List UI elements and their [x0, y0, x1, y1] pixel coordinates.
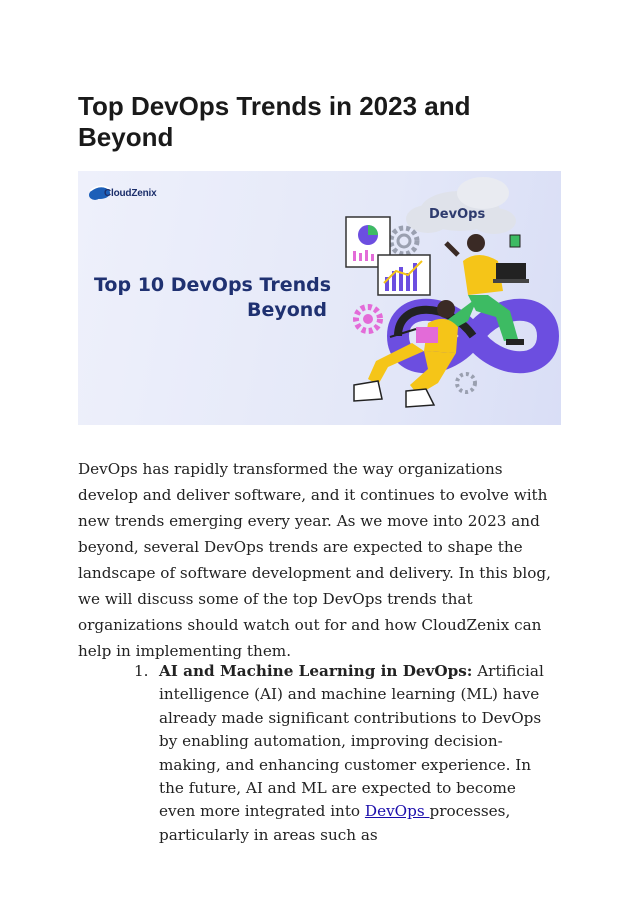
banner-headline-line2: Beyond	[247, 299, 327, 321]
trends-list	[134, 660, 554, 847]
cloud-label: DevOps	[429, 207, 486, 222]
intro-paragraph: DevOps has rapidly transformed the way organizations develop and deliver software, and it continues to evolve with new trends emerging every year. As we move into 2023 and beyond, several DevOps trends are expected to shape the landscape of software development and delivery. In this blog, we will discuss some of the top DevOps trends that organizations should watch out for and how CloudZenix can help in implementing them.	[78, 460, 551, 660]
gear-pink-icon	[356, 307, 380, 331]
list-item-text: Artificial intelligence (AI) and machine learning (ML) have already made significant contributions to DevOps by enabling automation, improving decision-making, and enhancing customer experience. In the future, AI and ML are expected to become even more integrated into	[159, 662, 544, 821]
gear-small-icon	[457, 374, 475, 392]
list-item	[134, 660, 554, 847]
article-title: Top DevOps Trends in 2023 and Beyond	[78, 91, 471, 152]
devops-link[interactable]: DevOps	[364, 802, 430, 821]
list-item-heading: AI and Machine Learning in DevOps:	[159, 662, 473, 680]
brand-logo: CloudZenix	[104, 188, 157, 199]
list-item-number: 1.	[134, 662, 149, 680]
list-item-text-continued: processes, particularly in areas such as	[159, 802, 511, 844]
gear-icon	[391, 228, 417, 254]
banner-illustration	[78, 171, 561, 425]
hero-banner-image	[78, 171, 561, 425]
banner-headline-line1: Top 10 DevOps Trends	[94, 274, 332, 296]
bar-chart-card-icon	[378, 255, 430, 295]
cloud-icon	[406, 177, 516, 234]
